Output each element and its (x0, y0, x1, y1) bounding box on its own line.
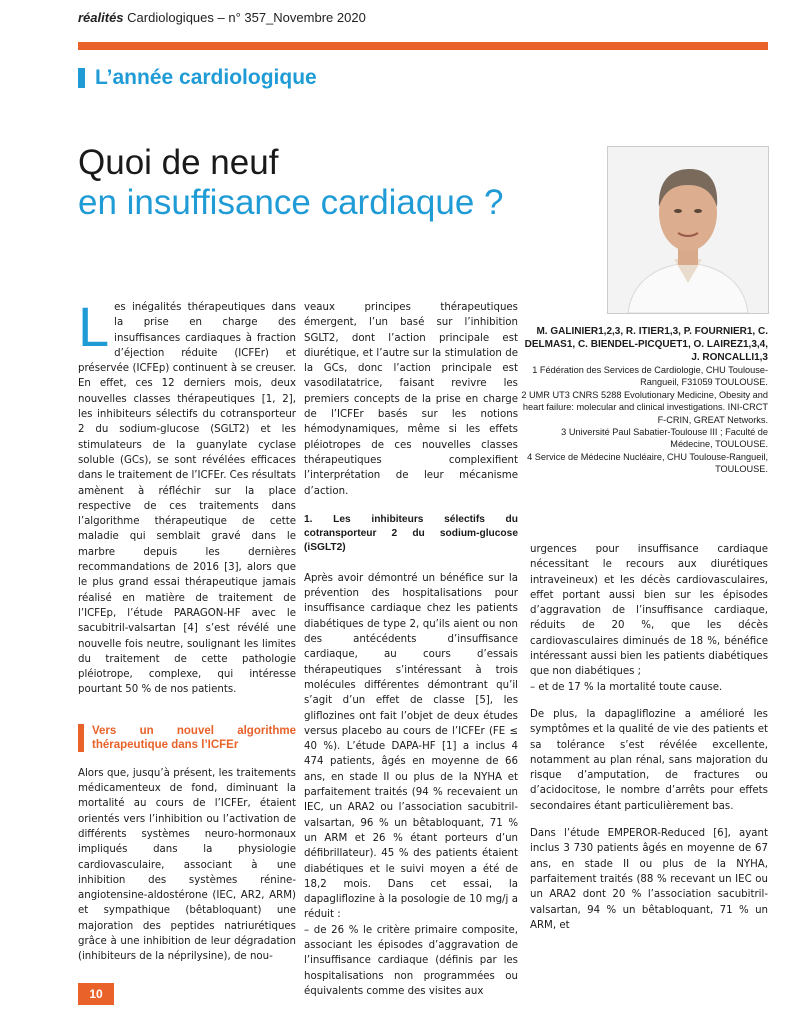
header-rule (78, 42, 768, 50)
affiliation-4: 4 Service de Médecine Nucléaire, CHU Toulouse-Rangueil, TOULOUSE. (527, 451, 768, 475)
affiliation-2: 2 UMR UT3 CNRS 5288 Evolutionary Medicine, Obesity and heart failure: molecular and clinical investigations. INI-CRCT F-CRIN, GREAT Networks. (521, 389, 768, 425)
column-1 (78, 295, 296, 965)
title-line-2: en insuffisance cardiaque ? (78, 183, 504, 222)
author-names: M. GALINIER1,2,3, R. ITIER1,3, P. FOURNIER1, C. DELMAS1, C. BIENDEL-PICQUET1, O. LAIREZ1,3,4, J. RONCALLI1,3 (524, 326, 768, 363)
affiliation-1: 1 Fédération des Services de Cardiologie, CHU Toulouse-Rangueil, F31059 TOULOUSE. (532, 365, 768, 388)
paragraph: urgences pour insuffisance cardiaque nécessitant le recours aux diurétiques intraveineux) et les décès cardiovasculaires, effet portant aussi bien sur les épisodes d’aggravation de l’insuffisance cardiaque, réduits de 20 %, que les décès cardiovasculaires diminués de 18 %, bénéfice intéressant aussi bien les patients diabétiques que non diabétiques ; (530, 544, 768, 678)
intro-text: es inégalités thérapeutiques dans la prise en charge des insuffisances cardiaques à fraction d’éjection réduite (ICFEr) et préservée (ICFEp) continuent à se creuser. En effet, ces 12 derniers mois, deux nouvelles classes thérapeutiques [1, 2], les inhibiteurs sélectifs du cotransporteur 2 du sodium-glucose (SGLT2) et les stimulateurs de la guanylate cyclase soluble (GCs), se sont révélées efficaces dans le traitement de l’ICFEr. Ces résultats amènent à réfléchir sur la place respective de ces traitements dans l’algorithme thérapeutique de cette maladie qui semblait gravé dans le marbre depuis les dernières recommandations de 2016 [3], alors que le plus grand essai thérapeutique jamais réalisé en matière de traitement de l’ICFEp, l’étude PARAGON-HF avec le sacubitril-valsartan [4] s’est révélé une nouvelle fois neutre, soulignant les limites du traitement de cette pathologie pléiotrope, complexe, qui intéresse pourtant 50 % de nos patients. (78, 302, 296, 696)
issue-info: Cardiologiques – n° 357_Novembre 2020 (123, 10, 366, 25)
column-2 (304, 300, 518, 999)
affiliation-3: 3 Université Paul Sabatier-Toulouse III ; Faculté de Médecine, TOULOUSE. (561, 427, 768, 450)
drop-cap: L (78, 295, 110, 358)
paragraph: Alors que, jusqu’à présent, les traitements médicamenteux de fond, diminuant la mortalité au cours de l’ICFEr, étaient orientés vers l’inhibition ou l’activation de différents systèmes neuro-hormonaux impliqués dans la physiologie cardiovasculaire, associant à une inhibition des systèmes rénine-angiotensine-aldostérone (IEC, AR2, ARM) et sympathique (bêtabloquant) une majoration des peptides natriurétiques grâce à une inhibition de leur dégradation (inhibiteurs de la néprilysine), de nou- (78, 767, 296, 963)
article-title (78, 143, 504, 223)
author-portrait-illustration (608, 147, 768, 313)
paragraph: veaux principes thérapeutiques émergent, l’un basé sur l’inhibition SGLT2, dont l’action principale est diurétique, et l’autre sur la stimulation de la GCs, donc l’action principale est vasodilatatrice, faisant revivre les premiers concepts de la prise en charge de l’ICFEr basés sur les notions hémodynamiques, même si les effets pléiotropes de ces nouvelles classes thérapeutiques complexifient l’interprétation de leur mécanisme d’action. (304, 302, 518, 497)
paragraph: De plus, la dapagliflozine a amélioré les symptômes et la qualité de vie des patients et sa tolérance s’est révélée excellente, notamment au plan rénal, sans majoration du risque d’amputation, de fractures ou d’acidocitose, le nombre d’arrêts pour effets secondaires étant particulièrement bas. (530, 708, 768, 812)
subheading-marker (78, 724, 84, 752)
subheading-algorithm (78, 724, 296, 752)
section-label (78, 66, 317, 90)
page-number: 10 (78, 983, 114, 1005)
paragraph: – de 26 % le critère primaire composite, associant les épisodes d’aggravation de l’insuffisance cardiaque (définis par les hospitalisations non programmées ou équivalents comme des visites aux (304, 924, 518, 997)
section-label-text: L’année cardiologique (95, 66, 317, 89)
author-photo (607, 146, 769, 314)
running-header (78, 10, 366, 25)
subheading-isglt2: 1. Les inhibiteurs sélectifs du cotransporteur 2 du sodium-glucose (iSGLT2) (304, 513, 518, 553)
intro-paragraph (78, 295, 296, 698)
journal-name: réalités (78, 10, 124, 25)
column-3 (530, 542, 768, 933)
author-block (520, 325, 768, 476)
subheading-text: Vers un nouvel algorithme thérapeutique dans l’ICFEr (92, 724, 296, 751)
paragraph: Dans l’étude EMPEROR-Reduced [6], ayant inclus 3 730 patients âgés en moyenne de 67 ans, en stade II ou plus de la NYHA, parfaitement traités (88 % recevant un IEC ou un ARA2 dont 20 % l’association sacubitril-valsartan, 94 % un bêtabloquant, 71 % un ARM, et (530, 828, 768, 931)
paragraph: – et de 17 % la mortalité toute cause. (530, 681, 723, 693)
section-marker (78, 68, 85, 88)
paragraph: Après avoir démontré un bénéfice sur la prévention des hospitalisations pour insuffisance cardiaque chez les patients diabétiques de type 2, qu’ils aient ou non des antécédents d’insuffisance cardiaque, au cours d’essais thérapeutiques s’intéressant à trois molécules différentes démontrant qu’il s’agit d’un effet de classe [5], les gliflozines ont fait l’objet de deux études versus placebo au cours de l’ICFEr (FE ≤ 40 %). L’étude DAPA-HF [1] a inclus 4 474 patients, âgés en moyenne de 66 ans, en stade II ou plus de la NYHA et parfaitement traités (94 % recevaient un IEC, un ARA2 ou l’association sacubitril-valsartan, 96 % un bêtabloquant, 71 % un ARM et 26 % étant porteurs d’un défibrillateur). 45 % des patients étaient diabétiques et le suivi moyen a été de 18,2 mois. Dans cet essai, la dapagliflozine à la posologie de 10 mg/j a réduit : (304, 572, 518, 921)
title-line-1: Quoi de neuf (78, 143, 279, 182)
